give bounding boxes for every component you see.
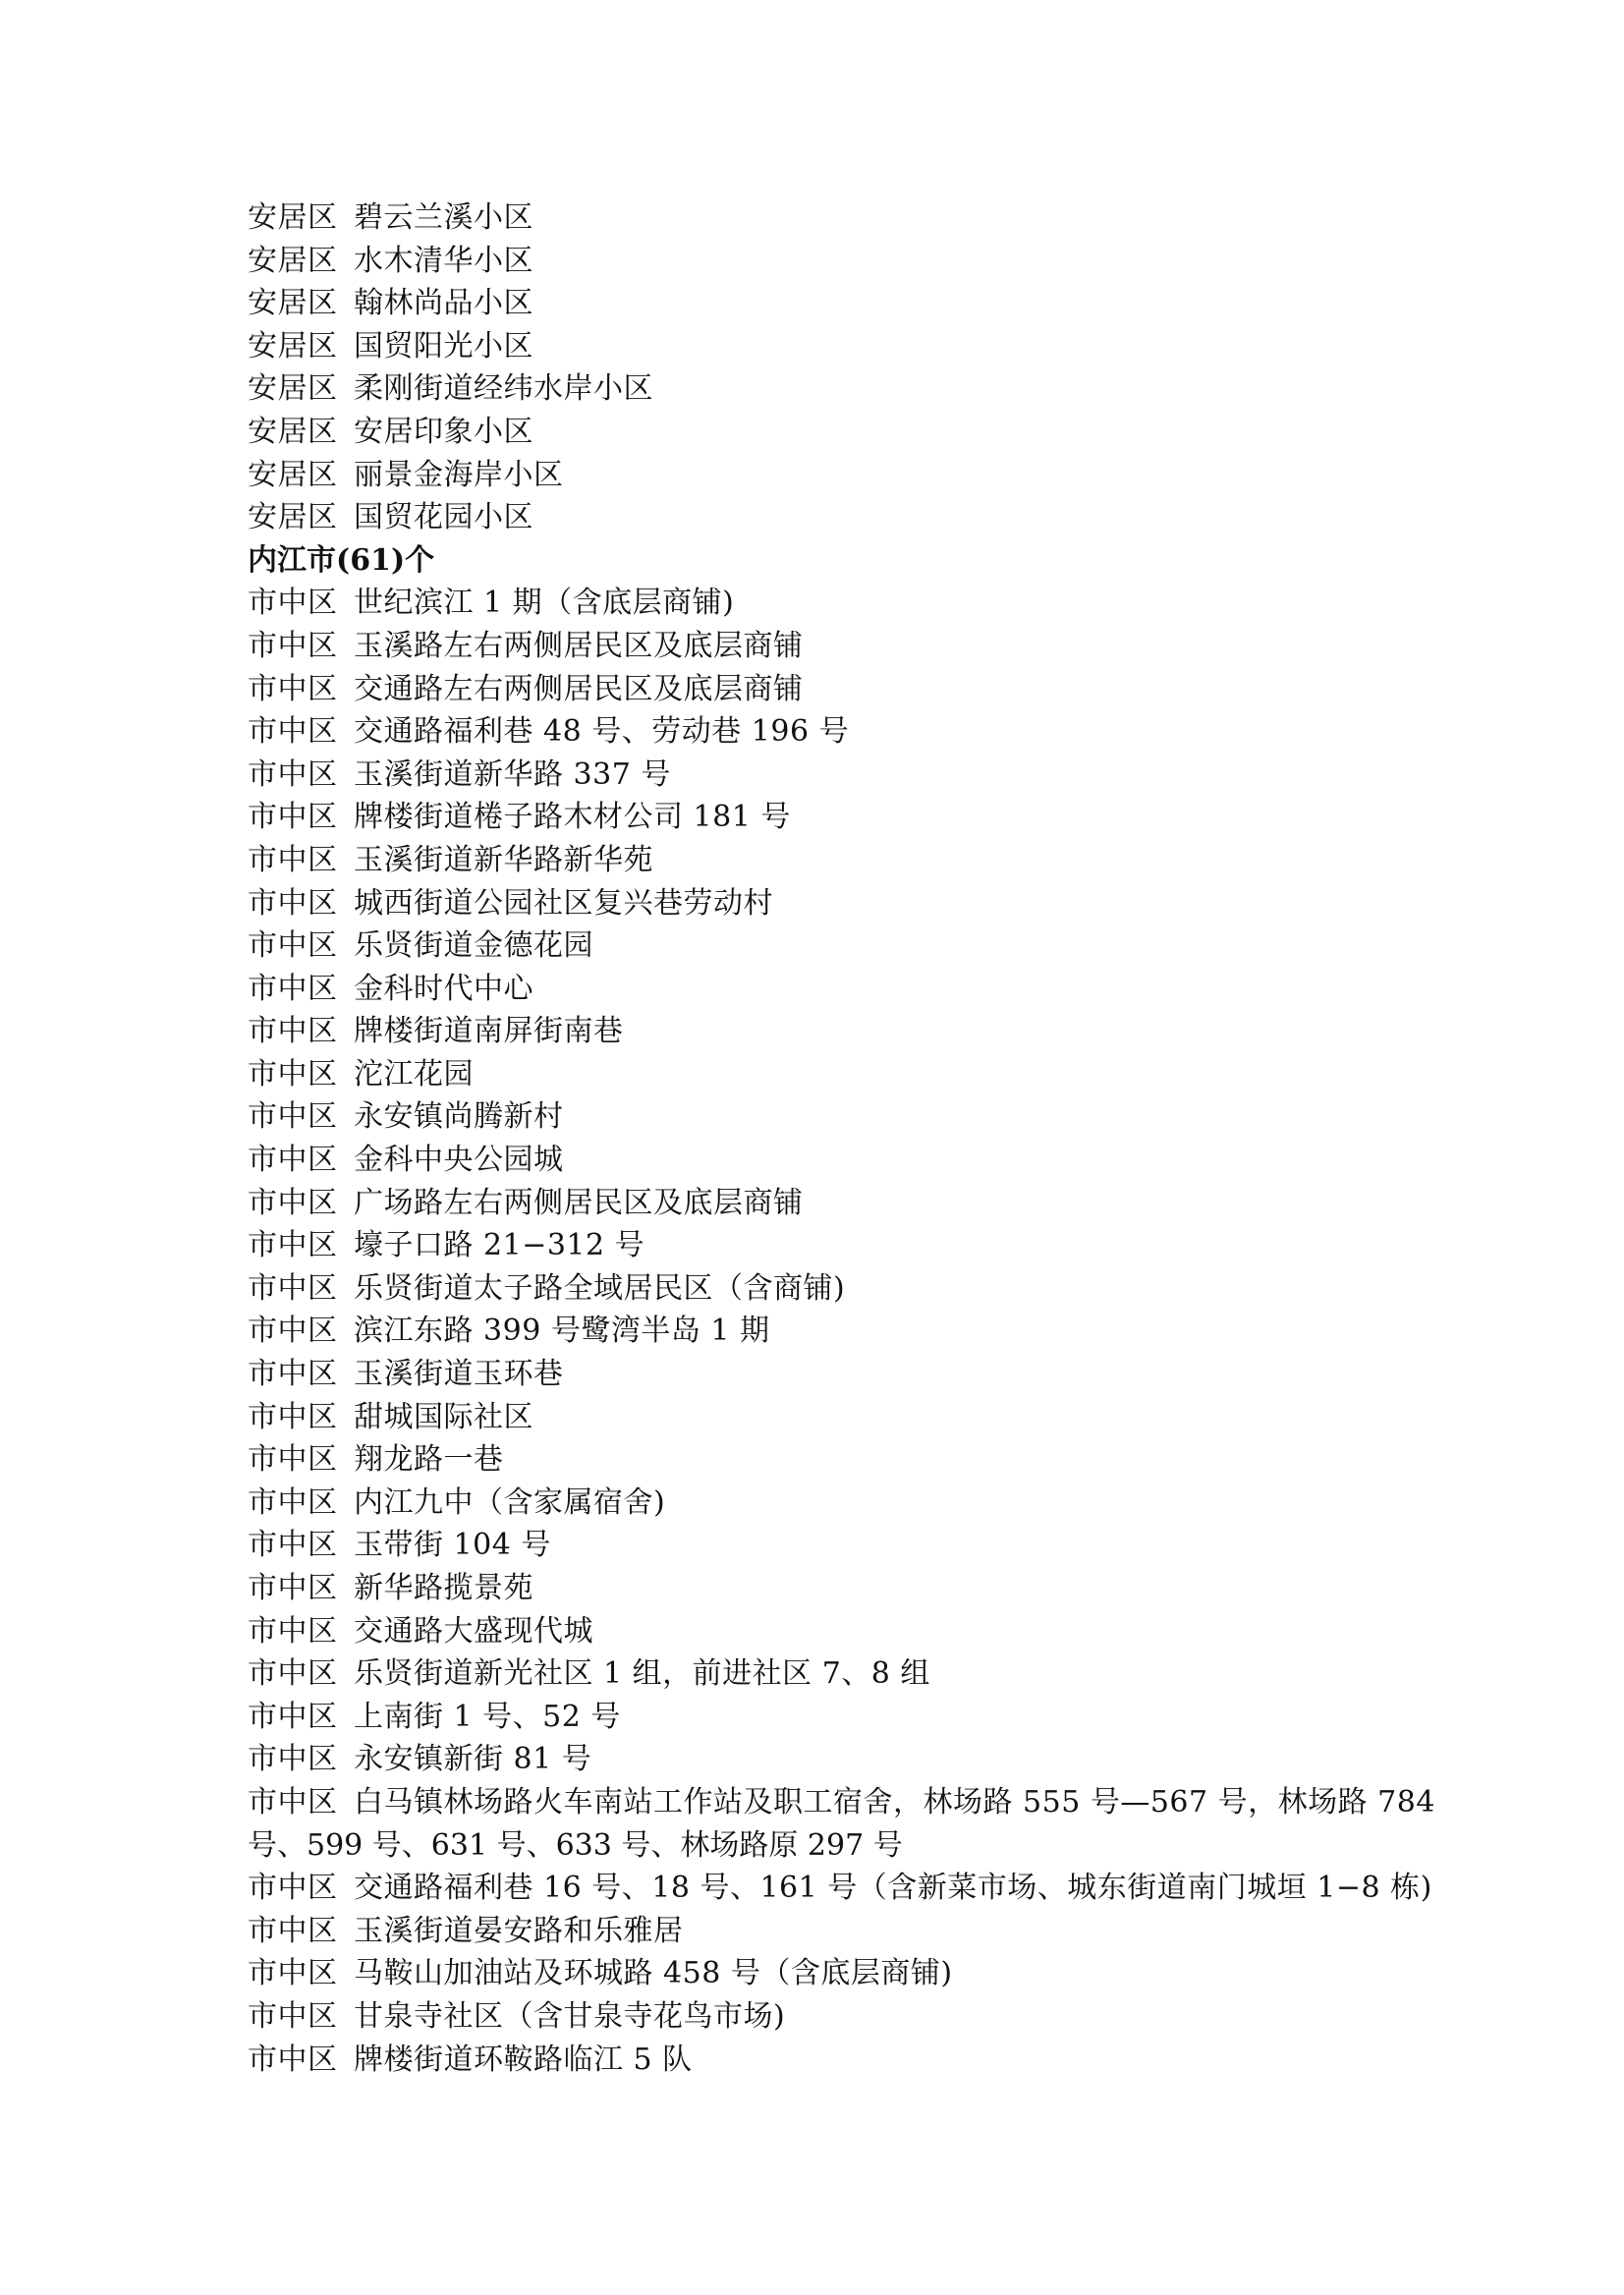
place-name: 交通路大盛现代城 [354,1613,593,1649]
district-name: 市中区 [248,1270,338,1306]
district-name: 市中区 [248,1784,338,1819]
list-item [248,1310,1407,1353]
district-name: 安居区 [248,457,338,492]
place-name: 壕子口路 21−312 号 [354,1228,645,1263]
neijiang-list [248,582,1435,2081]
district-name: 安居区 [248,286,338,321]
list-item [248,282,1407,325]
list-item [248,1652,1407,1696]
list-item [248,1396,1407,1439]
place-name: 甜城国际社区 [354,1399,533,1434]
list-item [248,882,1407,925]
district-name: 安居区 [248,328,338,364]
place-name: 乐贤街道金德花园 [354,928,593,964]
list-item [248,1182,1407,1225]
list-item [248,625,1407,668]
place-name: 翔龙路一巷 [354,1442,504,1478]
list-item [248,411,1407,454]
list-item [248,1139,1407,1182]
place-name: 水木清华小区 [354,243,533,278]
list-item [248,240,1407,283]
district-name: 市中区 [248,1185,338,1220]
place-name: 安居印象小区 [354,414,533,449]
place-name: 交通路福利巷 48 号、劳动巷 196 号 [354,714,850,750]
place-name: 交通路左右两侧居民区及底层商铺 [354,671,804,706]
place-name: 永安镇尚腾新村 [354,1099,564,1135]
place-name: 玉溪街道新华路新华苑 [354,842,653,877]
district-name: 市中区 [248,1956,338,1991]
district-name: 市中区 [248,1014,338,1049]
district-name: 市中区 [248,1742,338,1777]
document-body [248,196,1435,2081]
district-name: 市中区 [248,2042,338,2077]
place-name: 乐贤街道太子路全域居民区（含商铺) [354,1270,846,1306]
list-item [248,1952,1407,1995]
place-name: 沱江花园 [354,1056,474,1092]
district-name: 市中区 [248,1056,338,1092]
district-name: 市中区 [248,1871,338,1906]
district-name: 安居区 [248,243,338,278]
place-name: 白马镇林场路火车南站工作站及职工宿舍，林场路 555 号—567 号，林场路 784 [354,1784,1435,1819]
list-item [248,668,1407,711]
list-item [248,968,1407,1011]
list-item [248,1353,1407,1396]
district-name: 市中区 [248,1484,338,1520]
place-name: 广场路左右两侧居民区及底层商铺 [354,1185,804,1220]
place-name: 乐贤街道新光社区 1 组，前进社区 7、8 组 [354,1656,930,1692]
place-name: 新华路揽景苑 [354,1571,533,1605]
place-name: 世纪滨江 1 期（含底层商铺) [354,586,735,621]
district-name: 市中区 [248,1099,338,1135]
district-name: 市中区 [248,1314,338,1349]
place-name: 国贸花园小区 [354,500,533,535]
list-item [248,1095,1407,1139]
place-name: 交通路福利巷 16 号、18 号、161 号（含新菜市场、城东街道南门城垣 1−8 栋) [354,1871,1432,1906]
place-name: 玉溪街道新华路 337 号 [354,756,671,792]
list-item [248,1781,1435,1824]
district-name: 市中区 [248,1998,338,2034]
place-name: 国贸阳光小区 [354,328,533,364]
place-name-continuation: 号、599 号、631 号、633 号、林场路原 297 号 [248,1827,903,1863]
district-name: 市中区 [248,1699,338,1734]
place-name: 永安镇新街 81 号 [354,1742,592,1777]
list-item [248,1438,1407,1482]
list-item [248,582,1407,625]
list-item [248,325,1407,368]
district-name: 安居区 [248,371,338,407]
list-item [248,1524,1407,1567]
place-name: 丽景金海岸小区 [354,457,564,492]
district-name: 市中区 [248,1656,338,1692]
list-item [248,367,1407,411]
place-name: 金科中央公园城 [354,1143,564,1178]
district-name: 安居区 [248,200,338,235]
place-name: 翰林尚品小区 [354,286,533,321]
list-item [248,1482,1407,1525]
district-name: 市中区 [248,1528,338,1563]
list-item [248,1610,1407,1653]
anju-list [248,196,1407,539]
district-name: 市中区 [248,1613,338,1649]
section-heading-neijiang: 内江市(61)个 [248,542,435,578]
list-item [248,1010,1407,1053]
district-name: 安居区 [248,500,338,535]
district-name: 市中区 [248,714,338,750]
place-name: 上南街 1 号、52 号 [354,1699,621,1734]
list-item [248,1567,1407,1610]
list-item [248,710,1407,754]
district-name: 市中区 [248,971,338,1006]
list-item [248,1867,1432,1910]
district-name: 安居区 [248,414,338,449]
place-name: 玉带街 104 号 [354,1528,551,1563]
district-name: 市中区 [248,1442,338,1478]
list-item [248,796,1407,839]
district-name: 市中区 [248,842,338,877]
place-name: 玉溪路左右两侧居民区及底层商铺 [354,628,804,663]
place-name: 马鞍山加油站及环城路 458 号（含底层商铺) [354,1956,953,1991]
district-name: 市中区 [248,1571,338,1605]
district-name: 市中区 [248,671,338,706]
list-item [248,1995,1407,2039]
list-item [248,754,1407,797]
place-name: 内江九中（含家属宿舍) [354,1484,666,1520]
district-name: 市中区 [248,800,338,835]
place-name: 甘泉寺社区（含甘泉寺花鸟市场) [354,1998,786,2034]
place-name: 金科时代中心 [354,971,533,1006]
list-item [248,496,1407,539]
place-name: 玉溪街道晏安路和乐雅居 [354,1913,684,1948]
district-name: 市中区 [248,885,338,921]
list-item [248,1910,1407,1953]
list-item [248,1224,1407,1267]
district-name: 市中区 [248,1143,338,1178]
list-item [248,1696,1407,1739]
place-name: 玉溪街道玉环巷 [354,1357,564,1392]
place-name: 柔刚街道经纬水岸小区 [354,371,653,407]
district-name: 市中区 [248,628,338,663]
district-name: 市中区 [248,928,338,964]
list-item [248,839,1407,882]
list-item [248,1738,1407,1781]
list-item [248,2039,1407,2082]
list-item [248,196,1407,240]
place-name: 城西街道公园社区复兴巷劳动村 [354,885,773,921]
place-name: 牌楼街道南屏街南巷 [354,1014,624,1049]
district-name: 市中区 [248,1913,338,1948]
place-name: 牌楼街道环鞍路临江 5 队 [354,2042,693,2077]
district-name: 市中区 [248,586,338,621]
district-name: 市中区 [248,1357,338,1392]
list-item [248,1267,1407,1311]
list-item [248,454,1407,497]
district-name: 市中区 [248,1399,338,1434]
list-item [248,1053,1407,1096]
list-item [248,924,1407,968]
place-name: 碧云兰溪小区 [354,200,533,235]
district-name: 市中区 [248,1228,338,1263]
place-name: 牌楼街道棬子路木材公司 181 号 [354,800,791,835]
district-name: 市中区 [248,756,338,792]
place-name: 滨江东路 399 号鹭湾半岛 1 期 [354,1314,770,1349]
